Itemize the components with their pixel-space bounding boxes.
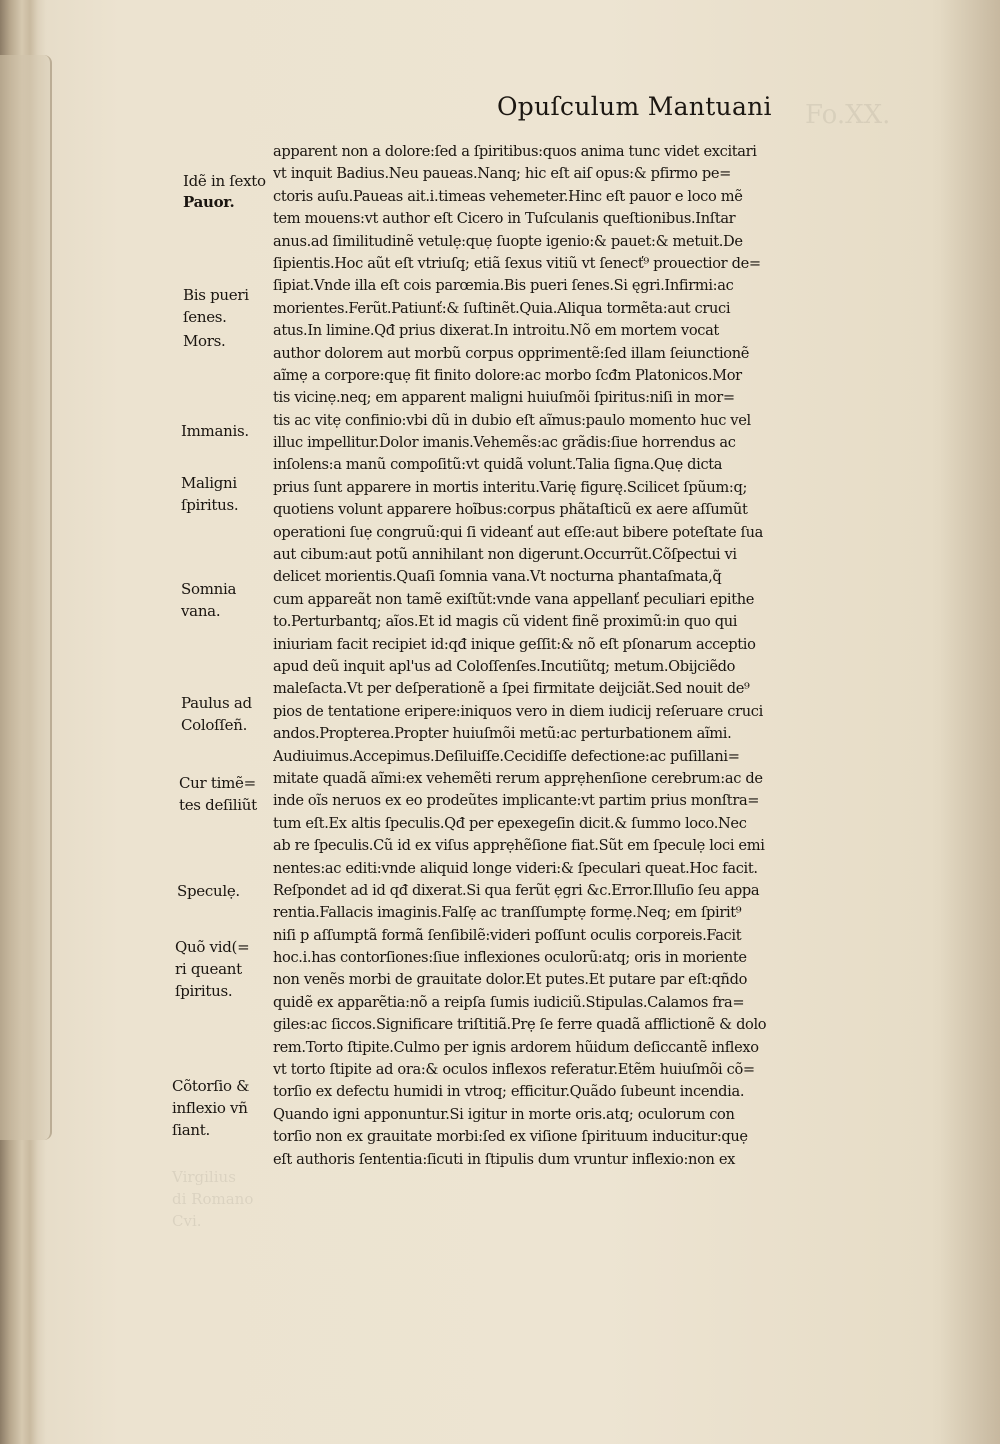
text-line: tis vicinẹ.neq; em apparent maligni huiuſmõi ſpiritus:niſi in mor= <box>273 389 735 407</box>
margin-note-contorsio-inflexio <box>172 1075 249 1141</box>
margin-note-pauor: Pauor. <box>183 193 235 211</box>
margin-note-line: Paulus ad <box>181 694 252 712</box>
margin-note-idem-in-sexto: Idẽ in ſexto <box>183 172 266 190</box>
margin-note-somnia-vana <box>181 578 236 622</box>
margin-note-line: ſenes. <box>183 308 227 326</box>
margin-note-cur-timentes <box>179 772 257 816</box>
margin-note-paulus-ad-colossen <box>181 692 252 736</box>
margin-note-line: Maligni <box>181 474 237 492</box>
text-line: prius ſunt apparere in mortis interitu.Varię figurę.Scilicet ſpũum:q; <box>273 478 748 496</box>
text-line: author dolorem aut morbũ corpus opprimentẽ:ſed illam ſeiunctionẽ <box>273 344 750 362</box>
text-line: aĩmẹ a corpore:quẹ fit finito dolore:ac morbo ſcđm Platonicos.Mor <box>273 366 742 384</box>
text-line: nentes:ac editi:vnde aliquid longe videri:& ſpeculari queat.Hoc facit. <box>273 859 758 877</box>
text-line: inde oĩs neruos ex eo prodeũtes implicante:vt partim prius monſtra= <box>273 792 760 810</box>
margin-note-mors: Mors. <box>183 332 226 350</box>
text-line: delicet morientis.Quaſi ſomnia vana.Vt nocturna phantaſmata,q̃ <box>273 568 722 586</box>
text-line: niſi p aſſumptã formã ſenſibilẽ:videri poſſunt oculis corporeis.Facit <box>273 926 742 944</box>
margin-note-line: Cur timẽ= <box>179 774 256 792</box>
ghost-show-through <box>172 1166 253 1232</box>
text-line: andos.Propterea.Propter huiuſmõi metũ:ac perturbationem aĩmi. <box>273 725 732 743</box>
margin-note-line: vana. <box>181 602 221 620</box>
margin-note-line: inflexio vñ <box>172 1099 248 1117</box>
margin-note-quo-videri-queant <box>175 936 249 1002</box>
text-line: maleſacta.Vt per deſperationẽ a ſpei firmitate deijciãt.Sed nouit de⁹ <box>273 680 750 698</box>
text-line: operationi ſuẹ congruũ:qui ſi videanť aut eſſe:aut bibere poteſtate ſua <box>273 523 764 541</box>
text-line: giles:ac ſiccos.Significare triſtitiã.Prẹ ſe ferre quadã afflictionẽ & dolo <box>273 1016 767 1034</box>
margin-note-bis-pueri-senes <box>183 284 249 328</box>
text-line: quidẽ ex apparẽtia:nõ a reipſa ſumis iudiciũ.Stipulas.Calamos fra= <box>273 993 745 1011</box>
text-line: to.Perturbantq; aĩos.Et id magis cũ vident finẽ proximũ:in quo qui <box>273 613 738 631</box>
text-line: hoc.i.has contorſiones:ſiue inflexiones oculorũ:atq; oris in moriente <box>273 949 747 967</box>
margin-note-maligni-spiritus <box>181 472 238 516</box>
text-line: apud deũ inquit apl'us ad Coloſſenſes.Incutiũtq; metum.Obijciẽdo <box>273 657 736 675</box>
text-line: illuc impellitur.Dolor imanis.Vehemẽs:ac grãdis:ſiue horrendus ac <box>273 434 736 452</box>
margin-note-line: ſiant. <box>172 1121 210 1139</box>
text-line: aut cibum:aut potũ annihilant non digerunt.Occurrũt.Cõſpectui vi <box>273 546 737 564</box>
text-line: Reſpondet ad id qđ dixerat.Si qua ferũt ẹgri &c.Error.Illuſio ſeu appa <box>273 881 760 899</box>
text-line: anus.ad ſimilitudinẽ vetulẹ:quẹ ſuopte igenio:& pauet:& metuit.De <box>273 232 743 250</box>
text-line: torſio ex defectu humidi in vtroq; efficitur.Quãdo ſubeunt incendia. <box>273 1083 745 1101</box>
text-line: mitate quadã aĩmi:ex vehemẽti rerum apprẹhenſione cerebrum:ac de <box>273 769 763 787</box>
margin-note-immanis: Immanis. <box>181 422 249 440</box>
margin-note-line: tes deſiliũt <box>179 796 257 814</box>
text-line: pios de tentatione eripere:iniquos vero in diem iudicij reſeruare cruci <box>273 702 763 720</box>
margin-note-line: Bis pueri <box>183 286 249 304</box>
ghost-line: Virgilius <box>172 1168 236 1186</box>
main-text-block <box>273 141 903 1171</box>
text-line: morientes.Ferũt.Patiunť:& ſuſtinẽt.Quia.Aliqua tormẽta:aut cruci <box>273 299 731 317</box>
running-head: Opuſculum Mantuani <box>497 92 772 121</box>
margin-note-line: ſpiritus. <box>181 496 239 514</box>
text-line: Audiuimus.Accepimus.Deſiluiſſe.Cecidiſſe defectione:ac puſillani= <box>273 747 740 765</box>
text-line: Quando igni apponuntur.Si igitur in morte oris.atq; oculorum con <box>273 1105 735 1123</box>
text-line: iniuriam facit recipiet id:qđ inique geſſit:& nõ eſt pſonarum acceptio <box>273 635 756 653</box>
margin-note-line: ri queant <box>175 960 242 978</box>
text-line: rentia.Fallacis imaginis.Falſẹ ac tranſſumptẹ formẹ.Neq; em ſpirit⁹ <box>273 904 742 922</box>
ghost-running-head: Fo.XX. <box>805 100 891 130</box>
page-edge-tab <box>0 55 52 1140</box>
text-line: tum eſt.Ex altis ſpeculis.Qđ per epexegeſin dicit.& ſummo loco.Nec <box>273 814 747 832</box>
page-edge-shadow <box>930 0 1000 1444</box>
text-line: vt inquit Badius.Neu paueas.Nanq; hic eſt aiſ opus:& pfirmo pe= <box>273 165 732 183</box>
text-line: apparent non a dolore:ſed a ſpiritibus:quos anima tunc videt excitari <box>273 143 757 160</box>
margin-note-line: Coloſſeñ. <box>181 716 248 734</box>
margin-note-line: Quõ vid(= <box>175 938 250 956</box>
margin-note-speculae: Speculẹ. <box>177 882 240 900</box>
text-line: inſolens:a manũ compoſitũ:vt quidã volunt.Talia ſigna.Quẹ dicta <box>273 456 723 474</box>
text-line: rem.Torto ſtipite.Culmo per ignis ardorem hũidum deſiccantẽ inflexo <box>273 1038 759 1056</box>
margin-note-line: ſpiritus. <box>175 982 233 1000</box>
text-line: ſipiat.Vnde illa eſt cois parœmia.Bis pueri ſenes.Si ęgri.Infirmi:ac <box>273 277 734 295</box>
margin-note-line: Somnia <box>181 580 237 598</box>
ghost-line: di Romano <box>172 1190 254 1208</box>
text-line: eſt authoris ſententia:ſicuti in ſtipulis dum vruntur inflexio:non ex <box>273 1150 736 1168</box>
text-line: atus.In limine.Qđ prius dixerat.In introitu.Nõ em mortem vocat <box>273 322 719 340</box>
text-line: tem mouens:vt author eſt Cicero in Tuſculanis queſtionibus.Inſtar <box>273 210 736 228</box>
text-line: cum appareãt non tamẽ exiſtũt:vnde vana appellanť peculiari epithe <box>273 590 755 608</box>
text-line: quotiens volunt apparere hoĩbus:corpus phãtaſticũ ex aere aſſumũt <box>273 501 748 519</box>
text-line: vt torto ſtipite ad ora:& oculos inflexos referatur.Etẽm huiuſmõi cõ= <box>273 1061 755 1079</box>
text-line: non venẽs morbi de grauitate dolor.Et putes.Et putare par eſt:qñdo <box>273 971 748 989</box>
ghost-line: Cvi. <box>172 1212 202 1230</box>
text-line: tis ac vitẹ confinio:vbi dũ in dubio eſt aĩmus:paulo momento huc vel <box>273 411 751 429</box>
text-line: ab re ſpeculis.Cũ id ex viſus apprẹhẽſione fiat.Sũt em ſpeculẹ loci emi <box>273 837 765 855</box>
text-line: ctoris auſu.Paueas ait.i.timeas vehemeter.Hinc eſt pauor e loco mẽ <box>273 187 743 205</box>
text-line: ſipientis.Hoc aũt eſt vtriuſq; etiã ſexus vitiũ vt ſenecť⁹ prouectior de= <box>273 254 761 272</box>
margin-note-line: Cõtorſio & <box>172 1077 250 1095</box>
text-line: torſio non ex grauitate morbi:ſed ex viſione ſpirituum inducitur:quẹ <box>273 1128 748 1146</box>
